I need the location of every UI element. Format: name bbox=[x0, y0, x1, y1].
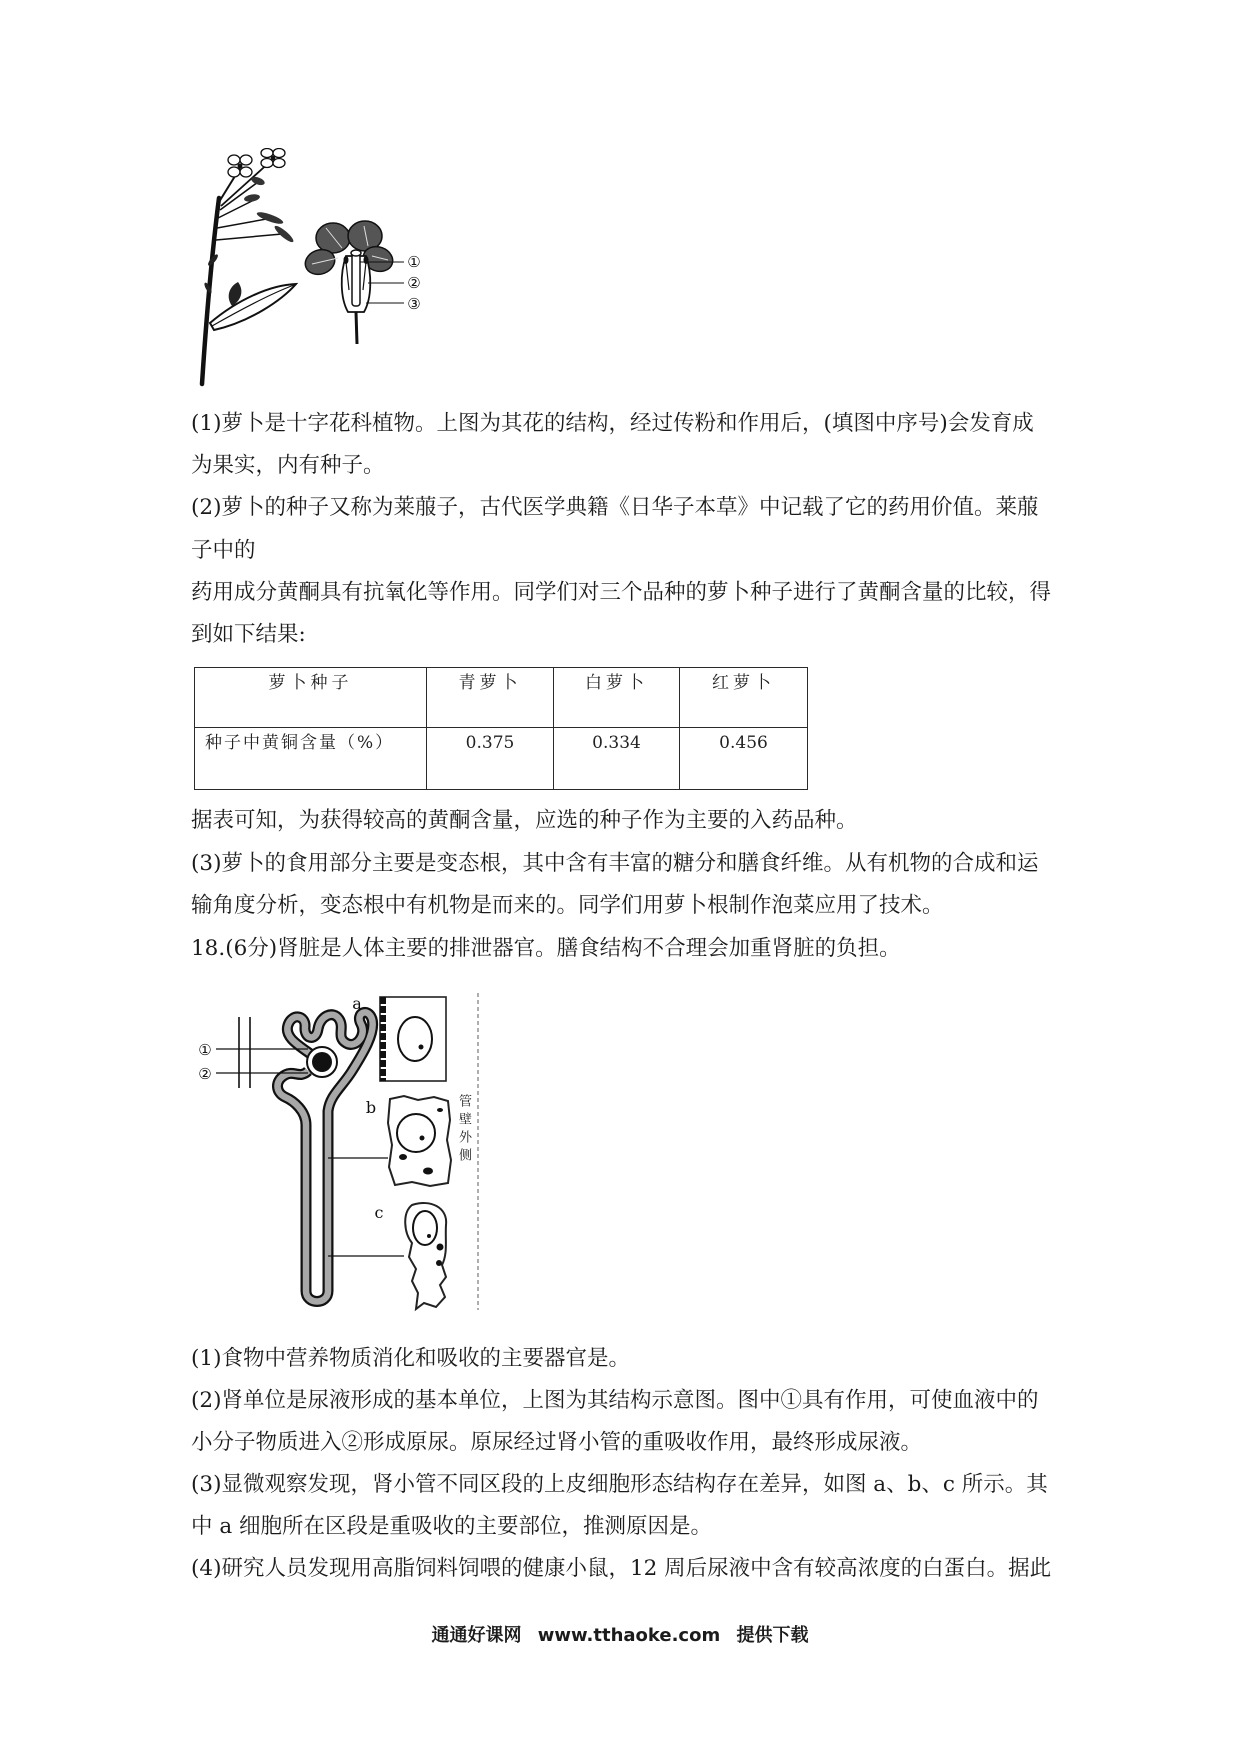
petal bbox=[228, 167, 240, 177]
cell-nucleus bbox=[398, 1017, 432, 1061]
petal bbox=[228, 155, 240, 165]
nucleolus bbox=[420, 1136, 425, 1141]
nephron-figure bbox=[190, 985, 490, 1320]
question-line: (3)萝卜的食用部分主要是变态根，其中含有丰富的糖分和膳食纤维。从有机物的合成和运 bbox=[191, 850, 1039, 876]
flower-structure-diagram bbox=[302, 221, 421, 344]
nucleolus bbox=[419, 1045, 424, 1050]
flavonoid-content-table bbox=[194, 667, 808, 790]
question-line: 子中的 bbox=[191, 537, 256, 563]
question-line: (1)萝卜是十字花科植物。上图为其花的结构，经过传粉和作用后，(填图中序号)会发育成 bbox=[191, 410, 1034, 436]
small-flower bbox=[228, 155, 252, 177]
question-line: 药用成分黄酮具有抗氧化等作用。同学们对三个品种的萝卜种子进行了黄酮含量的比较，得 bbox=[191, 580, 1052, 606]
petal bbox=[273, 159, 285, 168]
radish-flower-figure bbox=[192, 148, 432, 388]
cell-nucleus bbox=[413, 1211, 437, 1245]
table-header-cell: 青萝卜 bbox=[427, 668, 554, 728]
flower-center bbox=[271, 156, 276, 161]
table-cell: 0.334 bbox=[554, 728, 680, 790]
question-17-text bbox=[191, 403, 1091, 657]
petal bbox=[261, 159, 273, 168]
table-row-label: 种子中黄铜含量（%） bbox=[195, 728, 427, 790]
question-line: (4)研究人员发现用高脂饲料饲喂的健康小鼠，12 周后尿液中含有较高浓度的白蛋白。据此 bbox=[191, 1556, 1052, 1582]
structure-label-3: ③ bbox=[407, 295, 421, 313]
vessel-label-1: ① bbox=[198, 1041, 212, 1059]
table-cell: 0.375 bbox=[427, 728, 554, 790]
seed-pod bbox=[256, 210, 285, 226]
question-17-followup bbox=[191, 800, 1091, 970]
nucleolus bbox=[427, 1234, 431, 1238]
table-header-cell: 萝卜种子 bbox=[195, 668, 427, 728]
stem-leaf bbox=[210, 284, 296, 330]
mitochondrion bbox=[437, 1244, 444, 1251]
petal bbox=[316, 223, 350, 253]
table-header-row bbox=[195, 668, 808, 728]
mitochondrion bbox=[399, 1154, 407, 1160]
anther bbox=[344, 256, 349, 264]
mitochondrion bbox=[437, 1108, 443, 1112]
table-header-cell: 红萝卜 bbox=[680, 668, 808, 728]
question-line: (1)食物中营养物质消化和吸收的主要器官是。 bbox=[191, 1345, 630, 1371]
question-line: 中 a 细胞所在区段是重吸收的主要部位，推测原因是。 bbox=[191, 1514, 712, 1540]
question-line: 输角度分析，变态根中有机物是而来的。同学们用萝卜根制作泡菜应用了技术。 bbox=[191, 893, 944, 919]
footer-note: 提供下载 bbox=[736, 1625, 809, 1646]
footer-site-name: 通通好课网 bbox=[431, 1625, 522, 1646]
flower-branch bbox=[217, 218, 272, 228]
small-flower bbox=[261, 149, 285, 168]
cell-label-b: b bbox=[365, 1098, 377, 1117]
page-footer bbox=[0, 1624, 1240, 1648]
cell-label-a: a bbox=[352, 994, 362, 1013]
petal bbox=[261, 149, 273, 158]
question-line: 为果实，内有种子。 bbox=[191, 452, 385, 478]
cell-nucleus bbox=[397, 1114, 435, 1152]
mitochondrion bbox=[436, 1260, 442, 1266]
pistil bbox=[352, 254, 360, 306]
flower-center bbox=[238, 164, 243, 169]
vessel-label-2: ② bbox=[198, 1065, 212, 1083]
petal bbox=[273, 149, 285, 158]
structure-label-2: ② bbox=[407, 274, 421, 292]
table-row bbox=[195, 728, 808, 790]
question-line: (3)显微观察发现，肾小管不同区段的上皮细胞形态结构存在差异，如图 a、b、c 所示。其 bbox=[191, 1471, 1048, 1497]
structure-label-1: ① bbox=[407, 253, 421, 271]
table-cell: 0.456 bbox=[680, 728, 808, 790]
question-line: (2)萝卜的种子又称为莱菔子，古代医学典籍《日华子本草》中记载了它的药用价值。莱菔 bbox=[191, 495, 1039, 521]
petal bbox=[240, 167, 252, 177]
table-header-cell: 白萝卜 bbox=[554, 668, 680, 728]
flower-stalk bbox=[356, 312, 357, 344]
petal bbox=[240, 155, 252, 165]
glomerulus bbox=[312, 1052, 332, 1072]
cell-label-c: c bbox=[374, 1203, 384, 1222]
mitochondrion bbox=[423, 1168, 433, 1175]
flower-branch bbox=[216, 234, 282, 240]
question-18-intro: 18.(6分)肾脏是人体主要的排泄器官。膳食结构不合理会加重肾脏的负担。 bbox=[191, 935, 901, 961]
tube-wall-outer-side-label: 管壁外侧 bbox=[456, 1094, 471, 1166]
footer-url: www.tthaoke.com bbox=[537, 1625, 721, 1646]
question-line: 据表可知，为获得较高的黄酮含量，应选的种子作为主要的入药品种。 bbox=[191, 808, 858, 834]
question-line: 到如下结果: bbox=[191, 622, 306, 648]
anther bbox=[364, 256, 369, 264]
stigma bbox=[351, 250, 361, 256]
question-line: 小分子物质进入②形成原尿。原尿经过肾小管的重吸收作用，最终形成尿液。 bbox=[191, 1429, 923, 1455]
question-line: (2)肾单位是尿液形成的基本单位，上图为其结构示意图。图中①具有作用，可使血液中的 bbox=[191, 1387, 1039, 1413]
question-18-text bbox=[191, 1338, 1091, 1591]
flower-bud bbox=[244, 193, 261, 203]
